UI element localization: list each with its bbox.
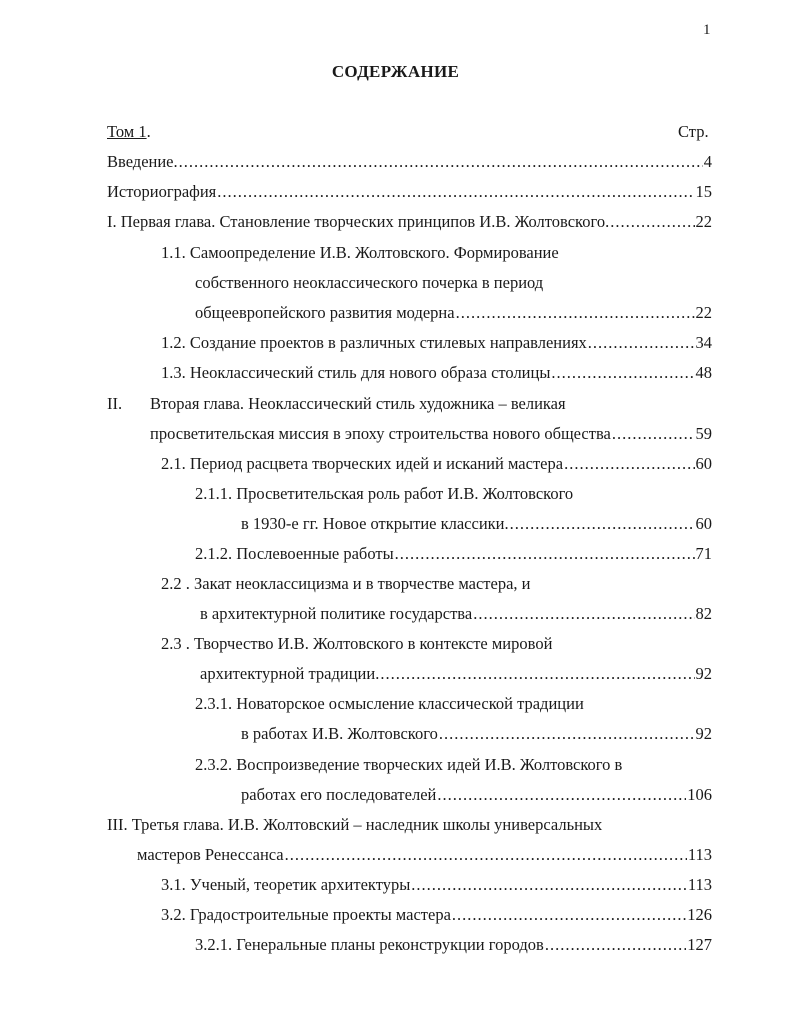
toc-entry [150, 424, 712, 444]
toc-entry-text: 3.1. Ученый, теоретик архитектуры [161, 875, 411, 894]
toc-entry-text: 3.2. Градостроительные проекты мастера [161, 905, 451, 924]
leader-dots [411, 875, 687, 895]
leader-dots [285, 845, 687, 865]
leader-dots [437, 785, 686, 805]
toc-entry-page: 4 [703, 152, 712, 171]
volume-label [107, 122, 151, 142]
toc-entry [241, 724, 712, 744]
toc-entry [241, 785, 712, 805]
leader-dots [564, 454, 694, 474]
toc-entry-page: 126 [687, 905, 712, 924]
toc-entry [200, 604, 712, 624]
toc-entry-line: 2.3 . Творчество И.В. Жолтовского в контексте мировой [161, 634, 553, 653]
toc-entry-text: 3.2.1. Генеральные планы реконструкции городов [195, 935, 544, 954]
toc-entry [200, 664, 712, 684]
leader-dots [439, 724, 695, 744]
toc-entry-text: в архитектурной политике государства [200, 604, 473, 623]
toc-entry-text: общеевропейского развития модерна [195, 303, 455, 322]
toc-entry-line: собственного неоклассического почерка в период [195, 273, 544, 292]
leader-dots [395, 544, 695, 564]
toc-entry-text: Историография [107, 182, 217, 201]
volume-text: Том 1 [107, 122, 147, 141]
toc-entry [107, 182, 712, 202]
toc-entry-page: 82 [695, 604, 712, 623]
leader-dots [551, 363, 694, 383]
leader-dots [217, 182, 694, 202]
toc-entry-page: 22 [695, 303, 712, 322]
leader-dots [452, 905, 686, 925]
toc-entry [195, 303, 712, 323]
toc-entry [161, 454, 712, 474]
toc-entry-page: 34 [695, 333, 712, 352]
toc-entry-line: 2.1.1. Просветительская роль работ И.В. Жолтовского [195, 484, 574, 503]
toc-entry-text: 2.1. Период расцвета творческих идей и исканий мастера [161, 454, 564, 473]
volume-suffix: . [146, 122, 151, 141]
toc-entry [107, 152, 712, 172]
toc-entry-page: 92 [695, 724, 712, 743]
toc-entry-page: 48 [695, 363, 712, 382]
toc-entry-page: 113 [687, 845, 712, 864]
toc-entry-text: просветительская миссия в эпоху строительства нового общества [150, 424, 611, 443]
toc-entry-line: 2.3.1. Новаторское осмысление классической традиции [195, 694, 584, 713]
toc-entry-page: 127 [687, 935, 712, 954]
toc-entry [161, 363, 712, 383]
toc-entry-text: в 1930-е гг. Новое открытие классики. [241, 514, 509, 533]
toc-entry-text: 1.2. Создание проектов в различных стилевых направлениях [161, 333, 587, 352]
page-number: 1 [703, 22, 711, 38]
toc-entry-text: в работах И.В. Жолтовского [241, 724, 438, 743]
toc-entry [195, 544, 712, 564]
toc-entry [161, 875, 712, 895]
chapter-number: II. [107, 394, 123, 413]
leader-dots [610, 212, 694, 232]
toc-entry-line: 2.3.2. Воспроизведение творческих идей И.В. Жолтовского в [195, 755, 623, 774]
toc-entry-text: мастеров Ренессанса [137, 845, 284, 864]
leader-dots [588, 333, 695, 353]
leader-dots [612, 424, 695, 444]
toc-entry-line: Вторая глава. Неоклассический стиль художника – великая [150, 394, 566, 413]
toc-entry-text: архитектурной традиции. [200, 664, 380, 683]
toc-entry-page: 71 [695, 544, 712, 563]
toc-entry-page: 60 [695, 514, 712, 533]
leader-dots [545, 935, 686, 955]
page-title: СОДЕРЖАНИЕ [331, 62, 460, 81]
leader-dots [473, 604, 694, 624]
toc-entry [195, 935, 712, 955]
toc-entry-page: 106 [687, 785, 712, 804]
toc-entry [161, 905, 712, 925]
toc-entry [137, 845, 712, 865]
leader-dots [510, 514, 695, 534]
toc-entry-page: 15 [695, 182, 712, 201]
toc-entry [107, 212, 712, 232]
toc-entry-page: 113 [687, 875, 712, 894]
leader-dots [179, 152, 703, 172]
leader-dots [456, 303, 695, 323]
toc-entry-text: работах его последователей [241, 785, 437, 804]
toc-entry-line: 1.1. Самоопределение И.В. Жолтовского. Формирование [161, 243, 559, 262]
toc-entry-text: 2.1.2. Послевоенные работы [195, 544, 394, 563]
toc-entry [161, 333, 712, 353]
toc-entry-page: 22 [695, 212, 712, 231]
toc-entry-text: Введение. [107, 152, 178, 171]
toc-entry [241, 514, 712, 534]
toc-entry-line: III. Третья глава. И.В. Жолтовский – наследник школы универсальных [107, 815, 603, 834]
leader-dots [380, 664, 694, 684]
page-column-label: Стр. [678, 122, 709, 141]
toc-entry-page: 59 [695, 424, 712, 443]
toc-entry-page: 60 [695, 454, 712, 473]
toc-entry-page: 92 [695, 664, 712, 683]
toc-entry-text: 1.3. Неоклассический стиль для нового образа столицы [161, 363, 551, 382]
toc-entry-line: 2.2 . Закат неоклассицизма и в творчестве мастера, и [161, 574, 531, 593]
toc-entry-text: I. Первая глава. Становление творческих принципов И.В. Жолтовского. [107, 212, 610, 231]
